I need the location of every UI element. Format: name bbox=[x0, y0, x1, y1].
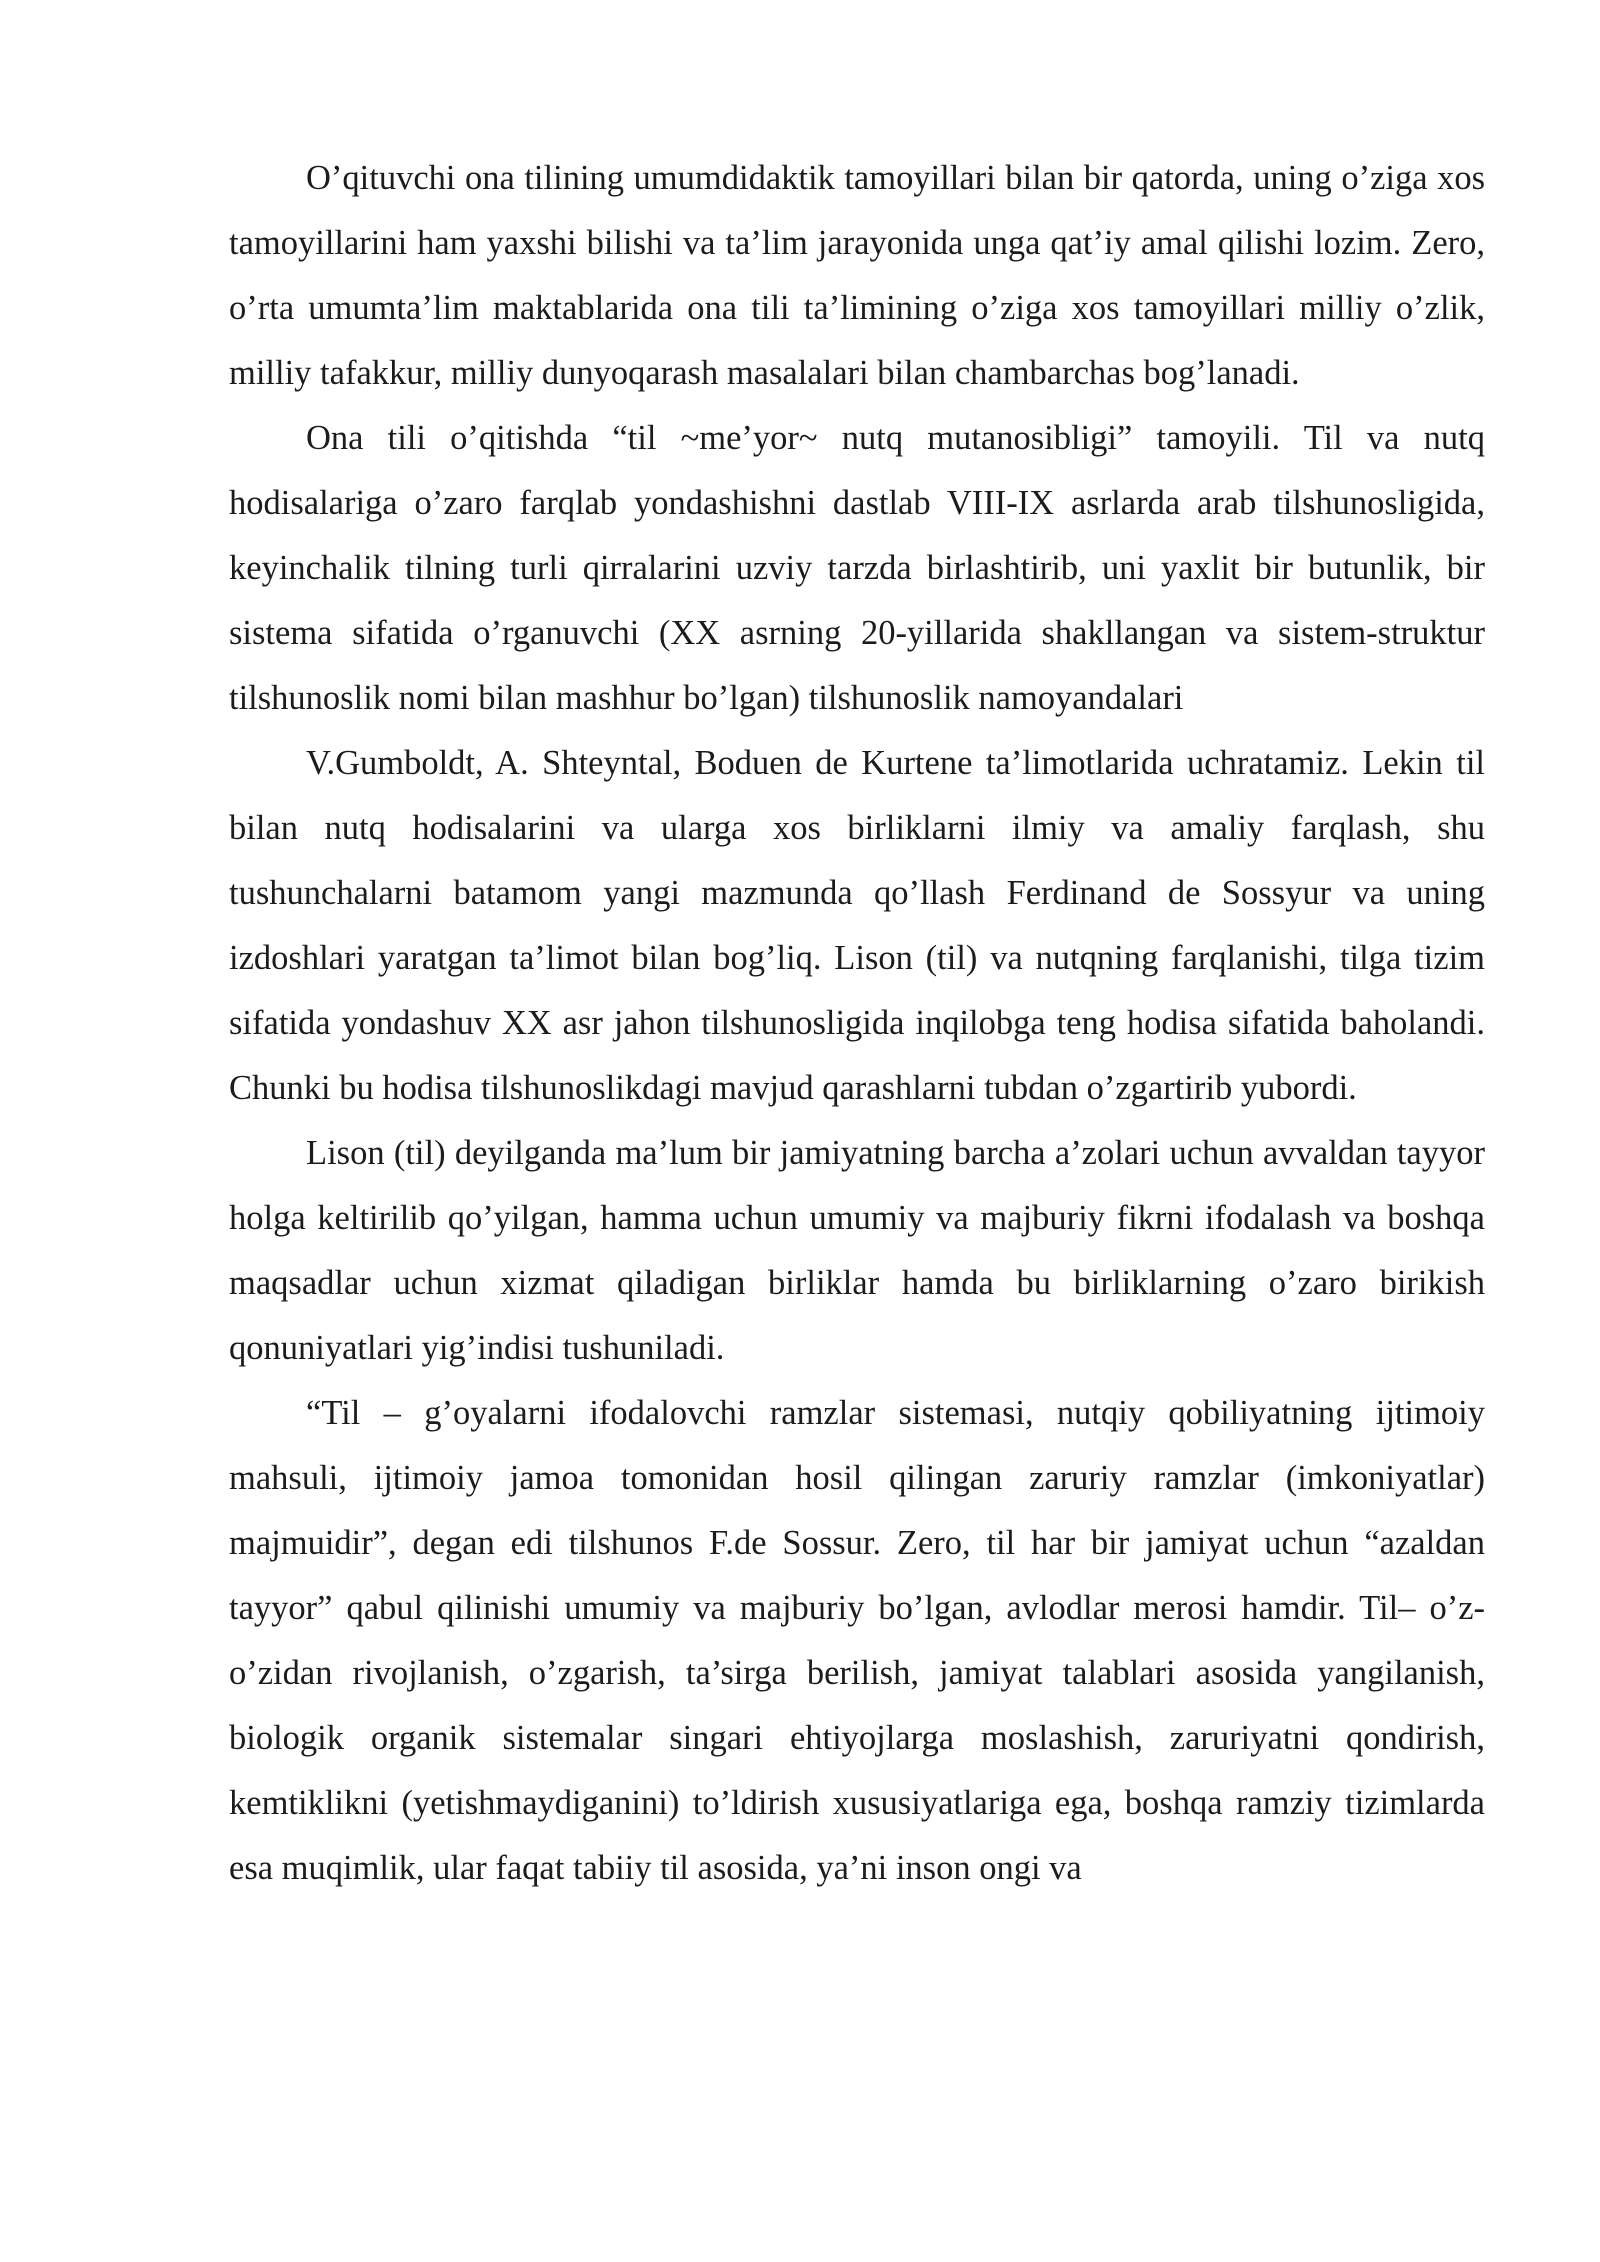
paragraph-1: O’qituvchi ona tilining umumdidaktik tamoyillari bilan bir qatorda, uning o’ziga xos tamoyillarini ham yaxshi bilishi va ta’lim jarayonida unga qat’iy amal qilishi lozim. Zero, o’rta umumta’lim maktablarida ona tili ta’limining o’ziga xos tamoyillari milliy o’zlik, milliy tafakkur, milliy dunyoqarash masalalari bilan chambarchas bog’lanadi. bbox=[229, 159, 1485, 392]
document-body bbox=[229, 146, 1485, 1901]
paragraph-3: V.Gumboldt, A. Shteyntal, Boduen de Kurtene ta’limotlarida uchratamiz. Lekin til bilan nutq hodisalarini va ularga xos birliklarni ilmiy va amaliy farqlash, shu tushunchalarni batamom yangi mazmunda qo’llash Ferdinand de Sossyur va uning izdoshlari yaratgan ta’limot bilan bog’liq. Lison (til) va nutqning farqlanishi, tilga tizim sifatida yondashuv XX asr jahon tilshunosligida inqilobga teng hodisa sifatida baholandi. Chunki bu hodisa tilshunoslikdagi mavjud qarashlarni tubdan o’zgartirib yubordi. bbox=[229, 744, 1485, 1107]
paragraph-4: Lison (til) deyilganda ma’lum bir jamiyatning barcha a’zolari uchun avvaldan tayyor holga keltirilib qo’yilgan, hamma uchun umumiy va majburiy fikrni ifodalash va boshqa maqsadlar uchun xizmat qiladigan birliklar hamda bu birliklarning o’zaro birikish qonuniyatlari yig’indisi tushuniladi. bbox=[229, 1134, 1485, 1367]
paragraph-2: Ona tili o’qitishda “til ~me’yor~ nutq mutanosibligi” tamoyili. Til va nutq hodisalariga o’zaro farqlab yondashishni dastlab VIII-IX asrlarda arab tilshunosligida, keyinchalik tilning turli qirralarini uzviy tarzda birlashtirib, uni yaxlit bir butunlik, bir sistema sifatida o’rganuvchi (XX asrning 20-yillarida shakllangan va sistem-struktur tilshunoslik nomi bilan mashhur bo’lgan) tilshunoslik namoyandalari bbox=[229, 419, 1485, 717]
paragraph-5: “Til – g’oyalarni ifodalovchi ramzlar sistemasi, nutqiy qobiliyatning ijtimoiy mahsuli, ijtimoiy jamoa tomonidan hosil qilingan zaruriy ramzlar (imkoniyatlar) majmuidir”, degan edi tilshunos F.de Sossur. Zero, til har bir jamiyat uchun “azaldan tayyor” qabul qilinishi umumiy va majburiy bo’lgan, avlodlar merosi hamdir. Til– o’z-o’zidan rivojlanish, o’zgarish, ta’sirga berilish, jamiyat talablari asosida yangilanish, biologik organik sistemalar singari ehtiyojlarga moslashish, zaruriyatni qondirish, kemtiklikni (yetishmaydiganini) to’ldirish xususiyatlariga ega, boshqa ramziy tizimlarda esa muqimlik, ular faqat tabiiy til asosida, ya’ni inson ongi va bbox=[229, 1394, 1485, 1887]
